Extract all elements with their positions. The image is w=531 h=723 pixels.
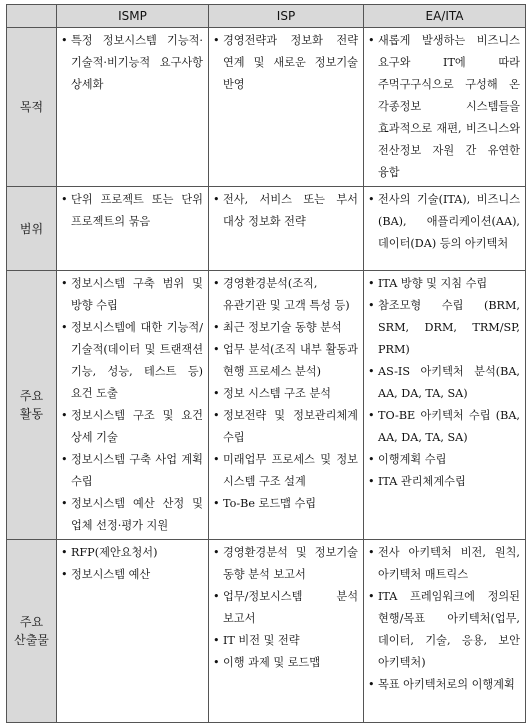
list-item: • To-Be 로드맵 수립 (213, 493, 358, 515)
cell-ea-ita (364, 271, 526, 540)
list-item: • 정보시스템 구조 및 요건 상세 기술 (61, 405, 203, 449)
row-label: 범위 (7, 187, 57, 271)
header-ismp: ISMP (57, 5, 209, 28)
cell-isp (209, 540, 364, 723)
bullet-list (368, 189, 520, 255)
list-item: • 미래업무 프로세스 및 정보 시스템 구조 설계 (213, 449, 358, 493)
cell-isp (209, 187, 364, 271)
list-item: • 정보시스템 예산 산정 및 업체 선정·평가 지원 (61, 493, 203, 537)
list-item: • 최근 정보기술 동향 분석 (213, 317, 358, 339)
list-item: • 정보시스템에 대한 기능적/기술적(데이터 및 트랜잭션 기능, 성능, 테스트 등) 요건 도출 (61, 317, 203, 405)
list-item: • 정보시스템 구축 사업 계획 수립 (61, 449, 203, 493)
list-item: • 이행 과제 및 로드맵 (213, 652, 358, 674)
list-item: • 이행계획 수립 (368, 449, 520, 471)
header-isp: ISP (209, 5, 364, 28)
list-item: • 특정 정보시스템 기능적·기술적·비기능적 요구사항 상세화 (61, 30, 203, 96)
bullet-list (213, 273, 358, 515)
row-label: 목적 (7, 28, 57, 187)
list-item: • IT 비전 및 전략 (213, 630, 358, 652)
list-item: • 전사, 서비스 또는 부서 대상 정보화 전략 (213, 189, 358, 233)
cell-isp (209, 271, 364, 540)
table-header (7, 5, 526, 28)
header-corner (7, 5, 57, 28)
bullet-list (61, 542, 203, 586)
list-item: • 정보 시스템 구조 분석 (213, 383, 358, 405)
cell-ismp (57, 28, 209, 187)
list-item: • 업무 분석(조직 내부 활동과 현행 프로세스 분석) (213, 339, 358, 383)
cell-ismp (57, 540, 209, 723)
bullet-list (61, 30, 203, 96)
list-item: • 새롭게 발생하는 비즈니스 요구와 IT에 따라 주먹구구식으로 구성해 온 각종정보 시스템들을 효과적으로 재편, 비즈니스와 전산정보 자원 간 유연한 융합 (368, 30, 520, 184)
list-item: • ITA 관리체계수립 (368, 471, 520, 493)
bullet-list (368, 30, 520, 184)
table-body (7, 28, 526, 723)
list-item: • 경영환경분석 및 정보기술 동향 분석 보고서 (213, 542, 358, 586)
list-item: • 정보시스템 예산 (61, 564, 203, 586)
list-item: • 단위 프로젝트 또는 단위 프로젝트의 묶음 (61, 189, 203, 233)
bullet-list (61, 273, 203, 537)
table-row (7, 28, 526, 187)
list-item: • 전사의 기술(ITA), 비즈니스(BA), 애플리케이션(AA), 데이터(DA) 등의 아키텍처 (368, 189, 520, 255)
list-item: • 정보전략 및 정보관리체계 수립 (213, 405, 358, 449)
table-row (7, 271, 526, 540)
cell-isp (209, 28, 364, 187)
cell-ismp (57, 271, 209, 540)
cell-ea-ita (364, 28, 526, 187)
cell-ea-ita (364, 187, 526, 271)
row-label: 주요 활동 (7, 271, 57, 540)
list-item: • 경영전략과 정보화 전략 연계 및 새로운 정보기술 반영 (213, 30, 358, 96)
list-item: • 경영환경분석(조직, 유관기관 및 고객 특성 등) (213, 273, 358, 317)
bullet-list (368, 542, 520, 696)
comparison-table (6, 4, 526, 723)
bullet-list (213, 30, 358, 96)
list-item: • 정보시스템 구축 범위 및 방향 수립 (61, 273, 203, 317)
comparison-table-container (6, 4, 525, 723)
bullet-list (61, 189, 203, 233)
table-row (7, 187, 526, 271)
row-label: 주요 산출물 (7, 540, 57, 723)
list-item: • ITA 프레임워크에 정의된 현행/목표 아키텍처(업무, 데이터, 기술, 응용, 보안 아키텍처) (368, 586, 520, 674)
bullet-list (213, 189, 358, 233)
header-row (7, 5, 526, 28)
list-item: • 전사 아키텍처 비전, 원칙, 아키텍처 매트릭스 (368, 542, 520, 586)
cell-ismp (57, 187, 209, 271)
bullet-list (368, 273, 520, 493)
list-item: • ITA 방향 및 지침 수립 (368, 273, 520, 295)
table-row (7, 540, 526, 723)
bullet-list (213, 542, 358, 674)
list-item: • RFP(제안요청서) (61, 542, 203, 564)
list-item: • 업무/정보시스템 분석 보고서 (213, 586, 358, 630)
list-item: • 참조모형 수립 (BRM, SRM, DRM, TRM/SP, PRM) (368, 295, 520, 361)
list-item: • AS-IS 아키텍처 분석(BA, AA, DA, TA, SA) (368, 361, 520, 405)
header-ea-ita: EA/ITA (364, 5, 526, 28)
cell-ea-ita (364, 540, 526, 723)
list-item: • TO-BE 아키텍처 수립 (BA, AA, DA, TA, SA) (368, 405, 520, 449)
list-item: • 목표 아키텍처로의 이행계획 (368, 674, 520, 696)
